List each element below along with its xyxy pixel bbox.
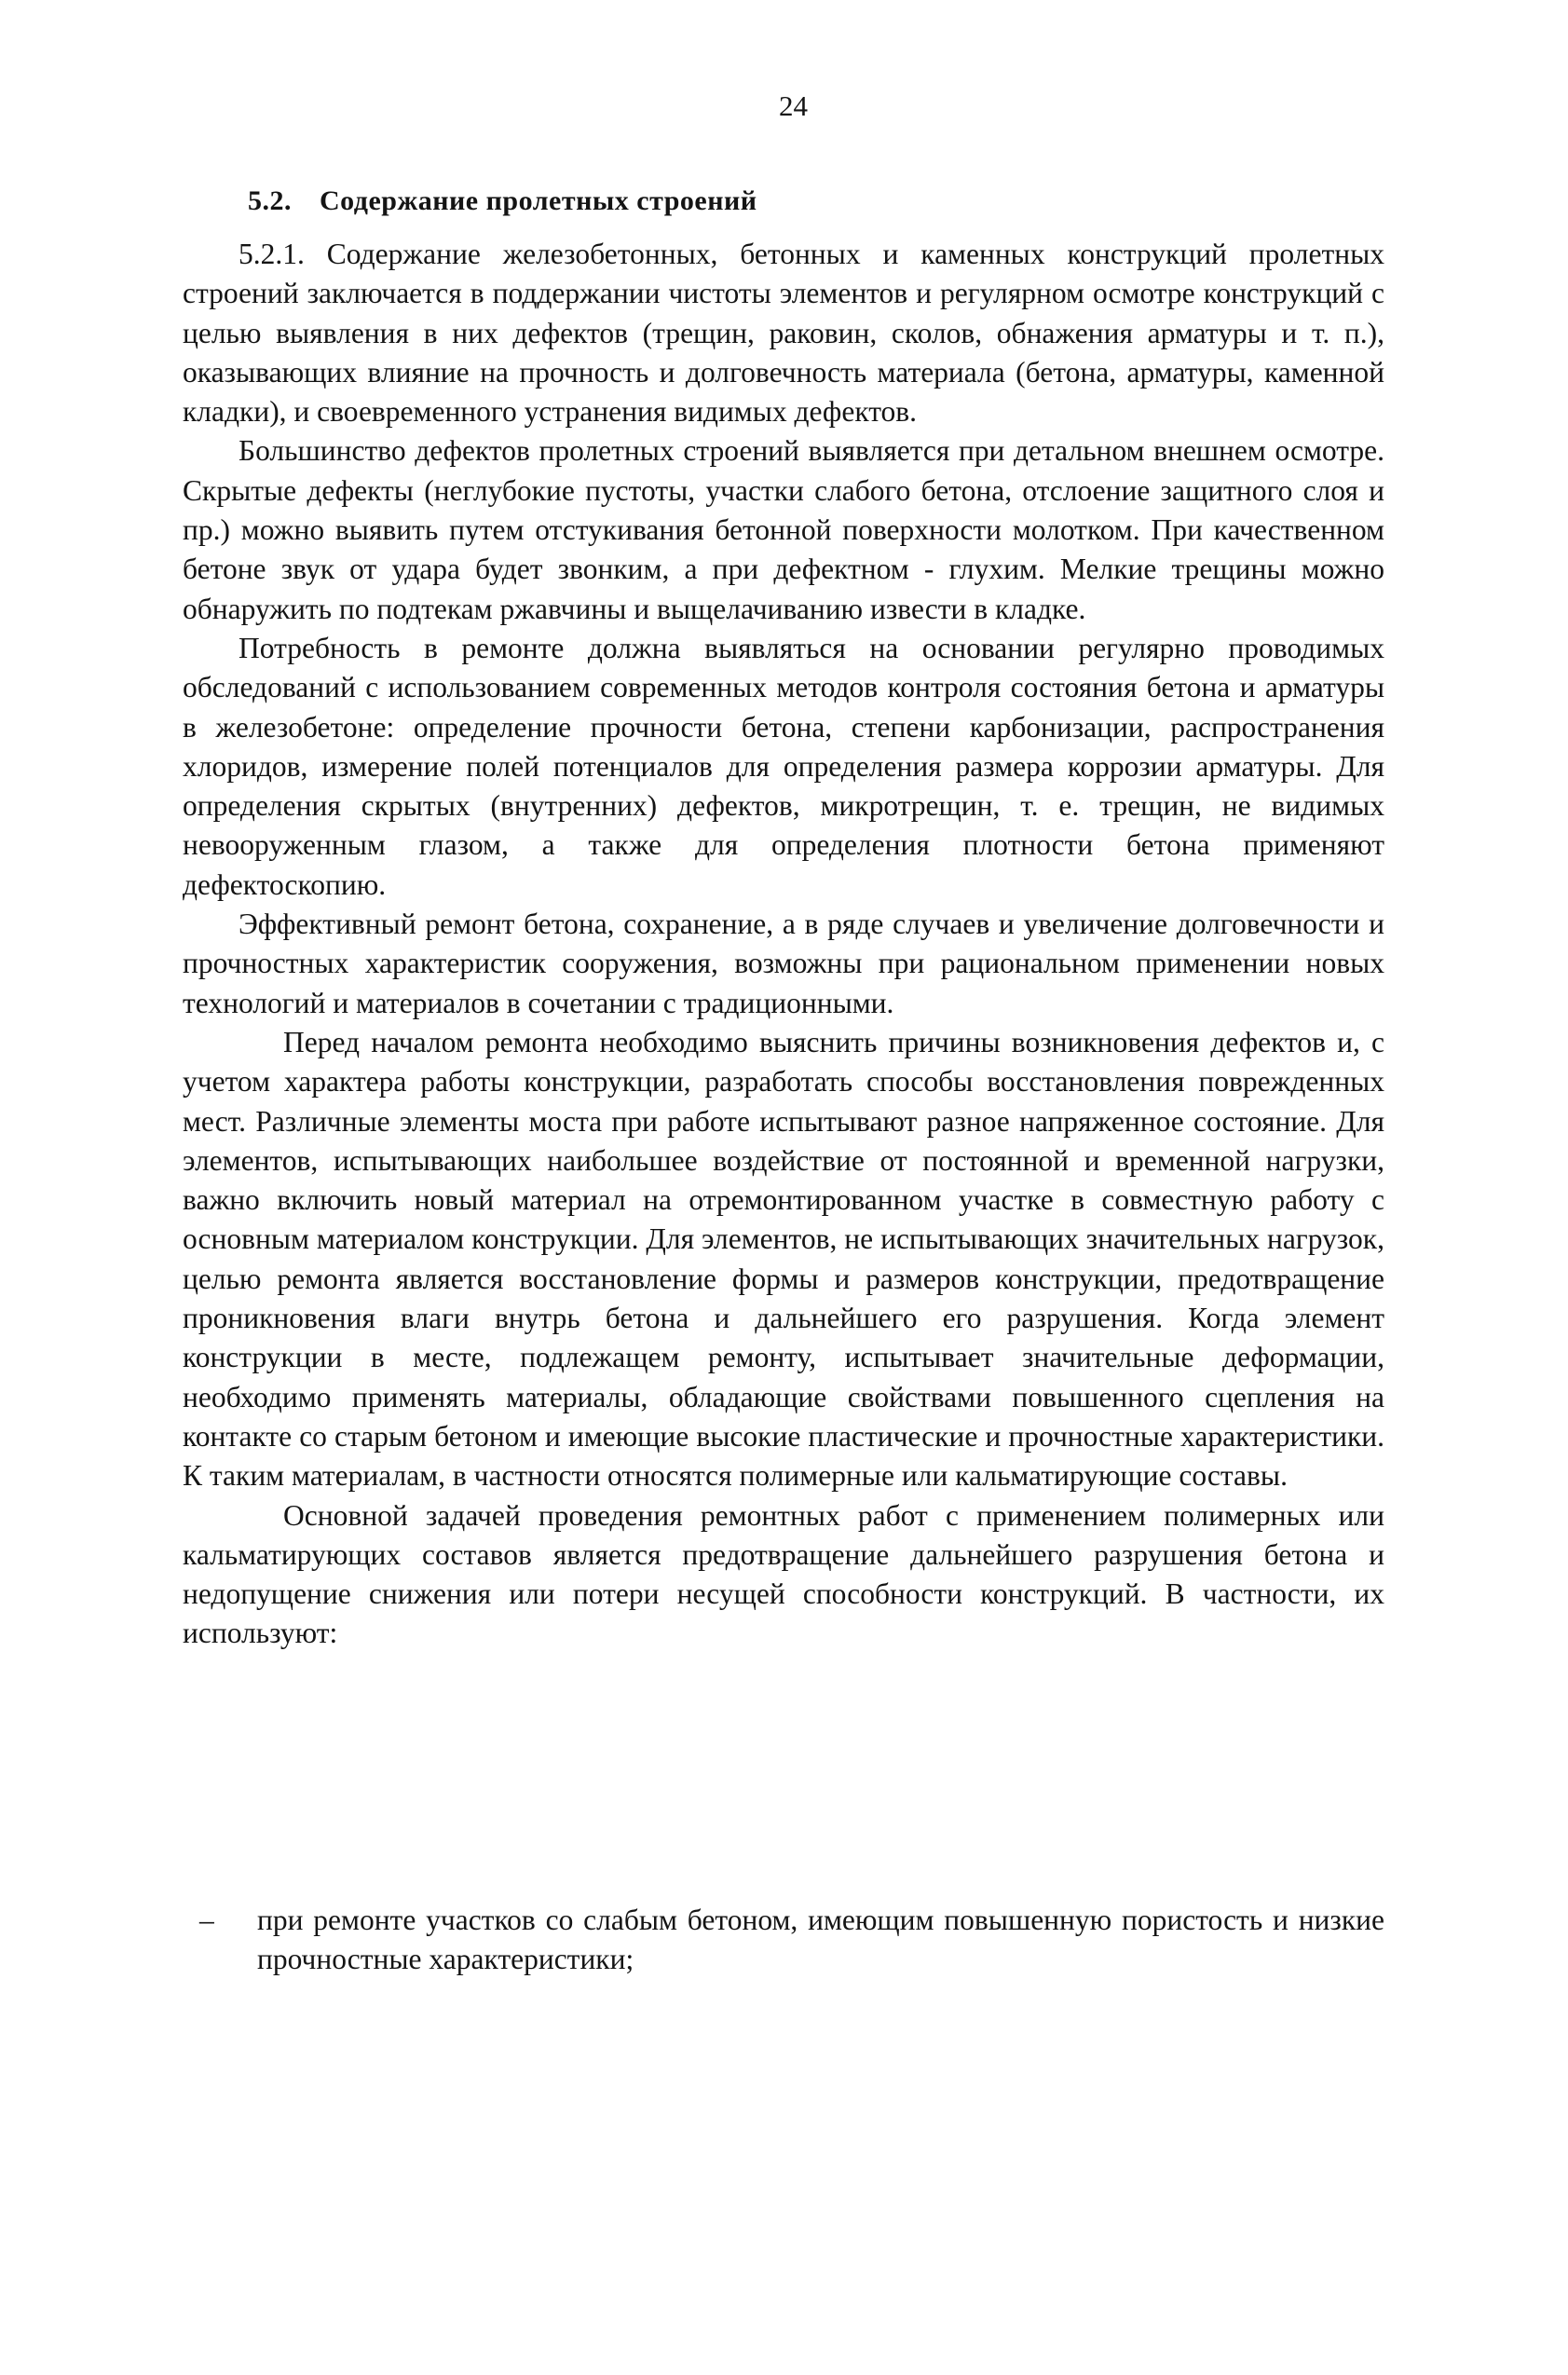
list-item [183,1901,1384,1980]
paragraph-repair-need: Потребность в ремонте должна выявляться на основании регулярно проводимых обследований с использованием современных методов контроля состояния бетона и арматуры в железобетоне: определение прочности бетона, степени карбонизации, распространения хлоридов, измерение полей потенциалов для определения размера коррозии арматуры. Для определения скрытых (внутренних) дефектов, микротрещин, т. е. трещин, не видимых невооруженным глазом, а также для определения плотности бетона применяют дефектоскопию. [183,631,1384,901]
body-text [183,235,1384,1654]
list-item-text: при ремонте участков со слабым бетоном, имеющим повышенную пористость и низкие прочностные характеристики; [257,1904,1384,1976]
paragraph-before-repair: Перед началом ремонта необходимо выяснить причины возникновения дефектов и, с учетом характера работы конструкции, разработать способы восстановления поврежденных мест. Различные элементы моста при работе испытывают разное напряженное состояние. Для элементов, испытывающих наибольшее воздействие от постоянной и временной нагрузки, важно включить новый материал на отремонтированном участке в совместную работу с основным материалом конструкции. Для элементов, не испытывающих значительных нагрузок, целью ремонта является восстановление формы и размеров конструкции, предотвращение проникновения влаги внутрь бетона и дальнейшего его разрушения. Когда элемент конструкции в месте, подлежащем ремонту, испытывает значительные деформации, необходимо применять материалы, обладающие свойствами повышенного сцепления на контакте со старым бетоном и имеющие высокие пластические и прочностные характеристики. К таким материалам, в частности относятся полимерные или кальматирующие составы. [183,1025,1384,1493]
paragraph-main-task: Основной задачей проведения ремонтных работ с применением полимерных или кальматирующих составов является предотвращение дальнейшего разрушения бетона и недопущение снижения или потери несущей способности конструкций. В частности, их используют: [183,1498,1384,1650]
paragraph-effective-repair: Эффективный ремонт бетона, сохранение, а в ряде случаев и увеличение долговечности и прочностных характеристик сооружения, возможны при рациональном применении новых технологий и материалов в сочетании с традиционными. [183,908,1384,1019]
section-heading [248,183,757,220]
usage-list [183,1901,1384,1980]
paragraph-defects-inspection: Большинство дефектов пролетных строений выявляется при детальном внешнем осмотре. Скрытые дефекты (неглубокие пустоты, участки слабого бетона, отслоение защитного слоя и пр.) можно выявить путем отстукивания бетонной поверхности молотком. При качественном бетоне звук от удара будет звонким, а при дефектном - глухим. Мелкие трещины можно обнаружить по подтекам ржавчины и выщелачиванию извести в кладке. [183,434,1384,625]
section-title: Содержание пролетных строений [320,185,757,216]
page-number: 24 [779,89,808,122]
paragraph-5-2-1: 5.2.1. Содержание железобетонных, бетонных и каменных конструкций пролетных строений заключается в поддержании чистоты элементов и регулярном осмотре конструкций с целью выявления в них дефектов (трещин, раковин, сколов, обнажения арматуры и т. п.), оказывающих влияние на прочность и долговечность материала (бетона, арматуры, каменной кладки), и своевременного устранения видимых дефектов. [183,238,1384,429]
list-dash: – [199,1904,214,1936]
section-number: 5.2. [248,185,292,216]
